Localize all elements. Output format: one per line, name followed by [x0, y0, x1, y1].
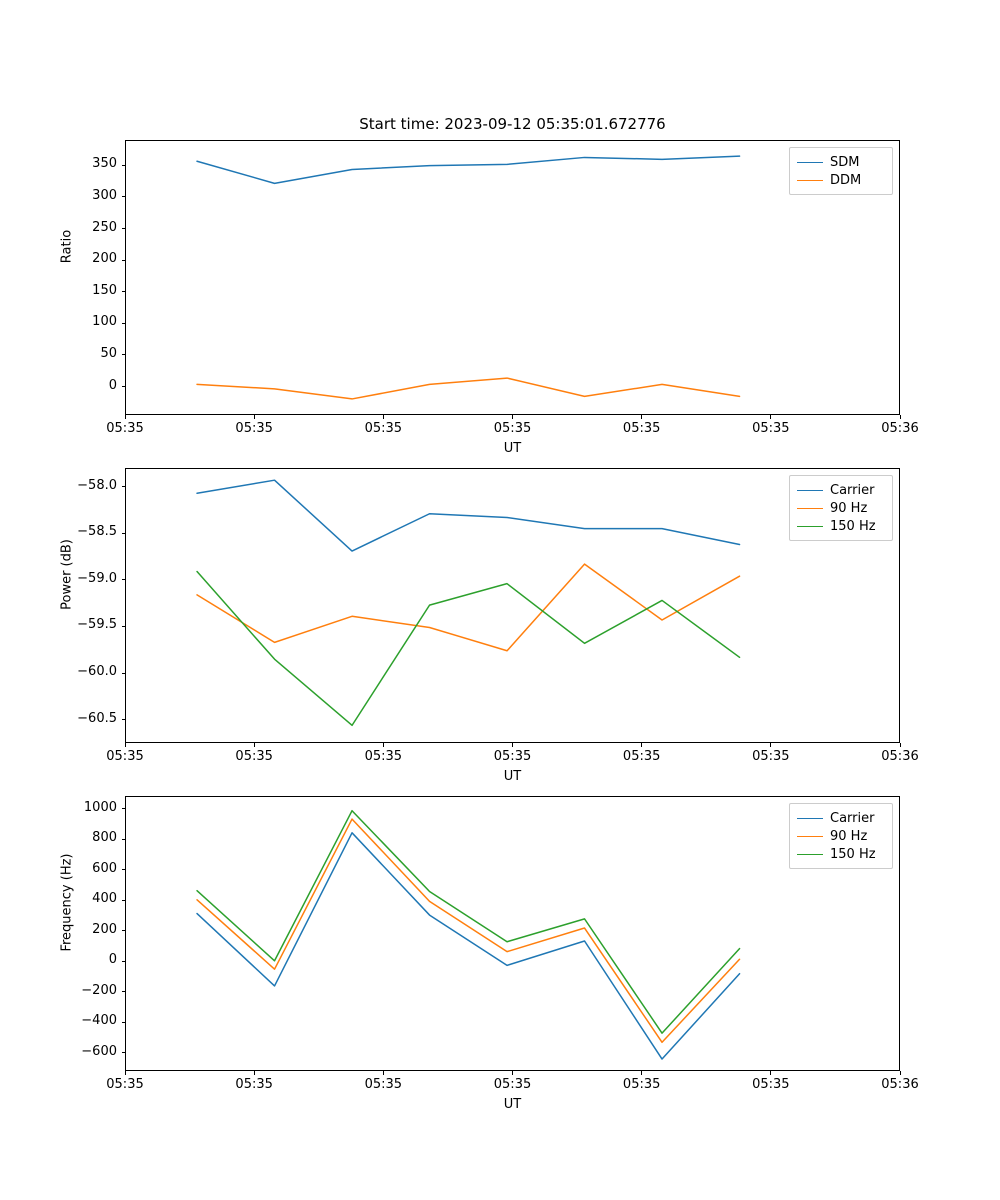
x-tick-mark — [641, 415, 642, 419]
x-tick-mark — [641, 1071, 642, 1075]
x-tick-mark — [125, 1071, 126, 1075]
x-tick-label: 05:36 — [881, 421, 919, 436]
x-tick-mark — [125, 743, 126, 747]
legend-color-swatch — [797, 508, 823, 509]
x-axis-label: UT — [503, 1097, 522, 1112]
y-tick-label: 400 — [92, 891, 117, 907]
x-tick-label: 05:35 — [364, 1077, 403, 1092]
x-tick-label: 05:35 — [235, 421, 273, 436]
legend-item — [797, 827, 885, 845]
y-tick-label: 600 — [92, 860, 117, 876]
x-tick-mark — [383, 415, 384, 419]
legend-item — [797, 517, 885, 535]
y-tick-mark — [122, 839, 126, 840]
legend-label: Carrier — [830, 482, 875, 498]
y-tick-mark — [122, 869, 126, 870]
x-tick-label: 05:35 — [493, 1077, 532, 1092]
legend-power — [789, 475, 893, 541]
y-tick-label: −600 — [81, 1043, 117, 1059]
x-tick-label: 05:35 — [752, 749, 790, 764]
y-tick-mark — [122, 386, 126, 387]
y-tick-label: −58.5 — [77, 524, 117, 540]
y-tick-mark — [122, 165, 126, 166]
x-tick-label: 05:35 — [235, 749, 273, 764]
legend-item — [797, 481, 885, 499]
series-line-carrier — [197, 833, 740, 1059]
x-tick-mark — [383, 743, 384, 747]
y-tick-label: −60.5 — [77, 710, 117, 726]
x-tick-label: 05:35 — [622, 749, 661, 764]
legend-label: 90 Hz — [830, 828, 868, 844]
legend-label: SDM — [830, 154, 860, 170]
y-tick-mark — [122, 930, 126, 931]
y-tick-label: −200 — [81, 982, 117, 998]
x-tick-mark — [512, 1071, 513, 1075]
legend-item — [797, 153, 885, 171]
y-tick-mark — [122, 1052, 126, 1053]
x-tick-mark — [254, 1071, 255, 1075]
y-tick-mark — [122, 533, 126, 534]
legend-color-swatch — [797, 490, 823, 491]
legend-item — [797, 499, 885, 517]
series-lines-power — [126, 469, 900, 743]
x-tick-mark — [254, 415, 255, 419]
y-tick-label: −59.0 — [77, 570, 117, 586]
series-line-150-hz — [197, 811, 740, 1033]
series-line-sdm — [197, 156, 740, 183]
y-tick-mark — [122, 228, 126, 229]
x-tick-mark — [770, 415, 771, 419]
x-tick-mark — [125, 415, 126, 419]
y-tick-mark — [122, 808, 126, 809]
legend-label: Carrier — [830, 810, 875, 826]
x-tick-label: 05:35 — [106, 749, 144, 764]
y-tick-label: 200 — [92, 251, 117, 267]
x-tick-mark — [254, 743, 255, 747]
series-line-ddm — [197, 378, 740, 399]
y-tick-mark — [122, 196, 126, 197]
series-line-90-hz — [197, 564, 740, 651]
y-tick-label: −59.5 — [77, 617, 117, 633]
legend-ratio — [789, 147, 893, 195]
x-tick-label: 05:35 — [235, 1077, 273, 1092]
y-tick-mark — [122, 323, 126, 324]
series-line-90-hz — [197, 819, 740, 1042]
y-axis-label: Power (dB) — [59, 538, 75, 610]
y-tick-label: 1000 — [83, 799, 117, 815]
y-tick-label: −58.0 — [77, 477, 117, 493]
legend-color-swatch — [797, 162, 823, 163]
plot-area-ratio — [125, 140, 900, 415]
y-tick-mark — [122, 579, 126, 580]
y-tick-label: 300 — [92, 187, 117, 203]
x-tick-label: 05:35 — [493, 749, 532, 764]
plot-area-power — [125, 468, 900, 743]
y-tick-label: 200 — [92, 921, 117, 937]
y-tick-label: 0 — [108, 377, 117, 393]
y-tick-label: 350 — [92, 156, 117, 172]
y-tick-mark — [122, 991, 126, 992]
x-tick-label: 05:36 — [881, 1077, 919, 1092]
legend-color-swatch — [797, 526, 823, 527]
x-axis-label: UT — [503, 769, 522, 784]
y-tick-label: 250 — [92, 219, 117, 235]
x-tick-mark — [900, 415, 901, 419]
x-tick-mark — [383, 1071, 384, 1075]
x-tick-label: 05:35 — [364, 421, 403, 436]
x-axis-label: UT — [503, 441, 522, 456]
legend-label: 150 Hz — [830, 518, 876, 534]
x-tick-label: 05:35 — [752, 421, 790, 436]
plot-area-frequency — [125, 796, 900, 1071]
x-tick-label: 05:35 — [622, 421, 661, 436]
legend-item — [797, 845, 885, 863]
x-tick-label: 05:35 — [622, 1077, 661, 1092]
y-tick-mark — [122, 673, 126, 674]
legend-color-swatch — [797, 854, 823, 855]
x-tick-mark — [641, 743, 642, 747]
x-tick-label: 05:36 — [881, 749, 919, 764]
x-tick-mark — [900, 743, 901, 747]
legend-label: 150 Hz — [830, 846, 876, 862]
y-tick-mark — [122, 961, 126, 962]
y-tick-mark — [122, 626, 126, 627]
legend-color-swatch — [797, 818, 823, 819]
y-tick-mark — [122, 1022, 126, 1023]
legend-item — [797, 809, 885, 827]
y-tick-label: 50 — [100, 345, 117, 361]
x-tick-mark — [512, 415, 513, 419]
legend-label: 90 Hz — [830, 500, 868, 516]
y-axis-label: Ratio — [59, 229, 75, 263]
x-tick-label: 05:35 — [752, 1077, 790, 1092]
series-lines-ratio — [126, 141, 900, 415]
legend-item — [797, 171, 885, 189]
legend-color-swatch — [797, 180, 823, 181]
x-tick-mark — [770, 743, 771, 747]
x-tick-mark — [512, 743, 513, 747]
y-tick-mark — [122, 260, 126, 261]
y-tick-mark — [122, 354, 126, 355]
y-tick-mark — [122, 719, 126, 720]
legend-label: DDM — [830, 172, 862, 188]
y-tick-label: −60.0 — [77, 664, 117, 680]
y-tick-label: 800 — [92, 830, 117, 846]
series-line-150-hz — [197, 572, 740, 726]
x-tick-label: 05:35 — [493, 421, 532, 436]
y-tick-mark — [122, 900, 126, 901]
x-tick-label: 05:35 — [364, 749, 403, 764]
x-tick-mark — [900, 1071, 901, 1075]
y-tick-mark — [122, 291, 126, 292]
x-tick-label: 05:35 — [106, 1077, 144, 1092]
y-tick-label: 0 — [108, 952, 117, 968]
x-tick-label: 05:35 — [106, 421, 144, 436]
legend-frequency — [789, 803, 893, 869]
chart-title: Start time: 2023-09-12 05:35:01.672776 — [359, 115, 666, 133]
y-tick-label: −400 — [81, 1013, 117, 1029]
y-tick-mark — [122, 486, 126, 487]
y-axis-label: Frequency (Hz) — [59, 852, 75, 952]
series-line-carrier — [197, 480, 740, 551]
series-lines-frequency — [126, 797, 900, 1071]
y-tick-label: 150 — [92, 282, 117, 298]
y-tick-label: 100 — [92, 314, 117, 330]
legend-color-swatch — [797, 836, 823, 837]
x-tick-mark — [770, 1071, 771, 1075]
